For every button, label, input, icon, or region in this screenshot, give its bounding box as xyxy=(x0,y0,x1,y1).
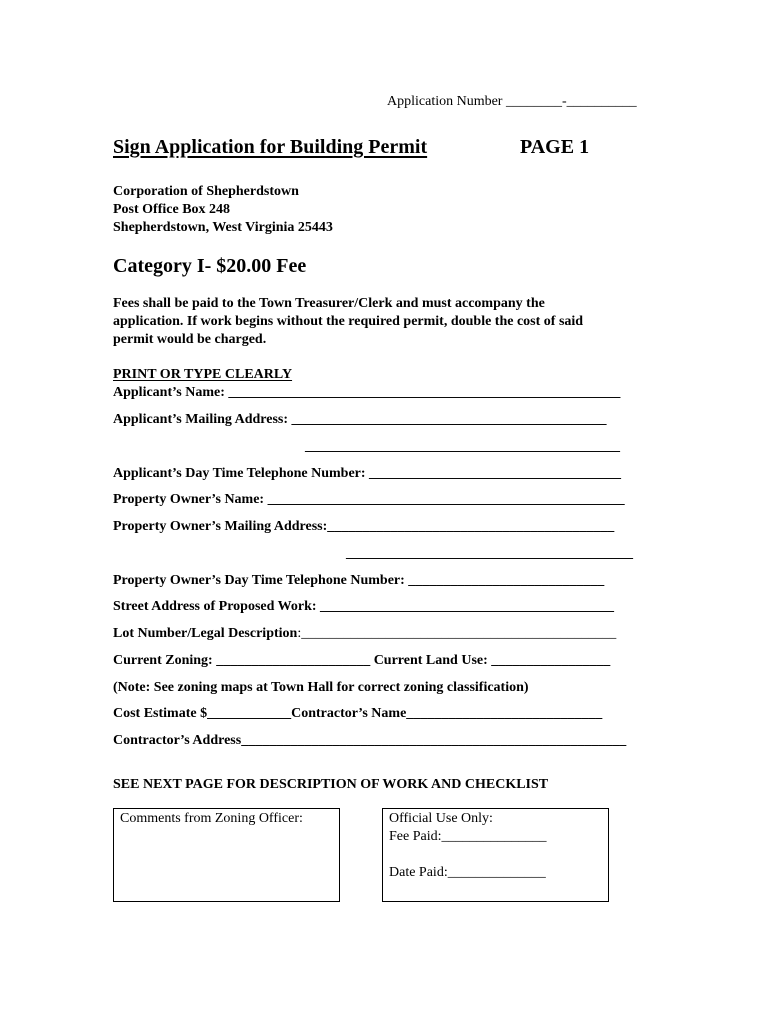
lot-description-label: Lot Number/Legal Description xyxy=(113,626,298,641)
owner-mailing-address-field[interactable]: Property Owner’s Mailing Address:_________________________________________ xyxy=(113,519,615,534)
contractor-address-field[interactable]: Contractor’s Address_______________________________________________________ xyxy=(113,733,627,748)
comments-label: Comments from Zoning Officer: xyxy=(120,811,303,826)
zoning-officer-comments-box[interactable] xyxy=(113,808,340,902)
owner-name-field[interactable]: Property Owner’s Name: ___________________________________________________ xyxy=(113,492,625,507)
fees-line-1: Fees shall be paid to the Town Treasurer/Clerk and must accompany the xyxy=(113,296,545,311)
address-line-2: Post Office Box 248 xyxy=(113,202,231,217)
application-number[interactable]: Application Number ________-__________ xyxy=(387,94,637,109)
page-label: PAGE 1 xyxy=(520,136,590,158)
lot-description-field[interactable] xyxy=(113,626,616,642)
official-use-box xyxy=(382,808,609,902)
print-clearly-heading: PRINT OR TYPE CLEARLY xyxy=(113,367,293,382)
applicant-name-field[interactable]: Applicant’s Name: ________________________________________________________ xyxy=(113,385,621,400)
date-paid-field[interactable]: Date Paid:______________ xyxy=(389,865,546,880)
official-use-label: Official Use Only: xyxy=(389,811,493,826)
form-title: Sign Application for Building Permit xyxy=(113,136,428,158)
fees-line-3: permit would be charged. xyxy=(113,332,267,347)
owner-phone-field[interactable]: Property Owner’s Day Time Telephone Number: ____________________________ xyxy=(113,573,605,588)
address-line-3: Shepherdstown, West Virginia 25443 xyxy=(113,220,333,235)
lot-description-blank[interactable]: :_____________________________________________ xyxy=(297,626,617,641)
fees-paragraph xyxy=(113,295,633,349)
address-line-1: Corporation of Shepherdstown xyxy=(113,184,299,199)
applicant-phone-field[interactable]: Applicant’s Day Time Telephone Number: ____________________________________ xyxy=(113,466,622,481)
zoning-land-use-field[interactable]: Current Zoning: ______________________ Current Land Use: _________________ xyxy=(113,653,611,668)
fees-line-2: application. If work begins without the required permit, double the cost of said xyxy=(113,314,584,329)
street-address-field[interactable]: Street Address of Proposed Work: __________________________________________ xyxy=(113,599,615,614)
applicant-mailing-address-line-2[interactable]: _____________________________________________ xyxy=(305,439,620,454)
category-fee-heading: Category I- $20.00 Fee xyxy=(113,255,307,277)
cost-contractor-field[interactable]: Cost Estimate $____________Contractor’s Name____________________________ xyxy=(113,706,603,721)
applicant-mailing-address-field[interactable]: Applicant’s Mailing Address: _____________________________________________ xyxy=(113,412,607,427)
owner-mailing-address-line-2[interactable]: _________________________________________ xyxy=(346,546,633,561)
fee-paid-field[interactable]: Fee Paid:_______________ xyxy=(389,829,547,844)
see-next-page-note: SEE NEXT PAGE FOR DESCRIPTION OF WORK AND CHECKLIST xyxy=(113,777,549,792)
zoning-note: (Note: See zoning maps at Town Hall for correct zoning classification) xyxy=(113,680,529,695)
